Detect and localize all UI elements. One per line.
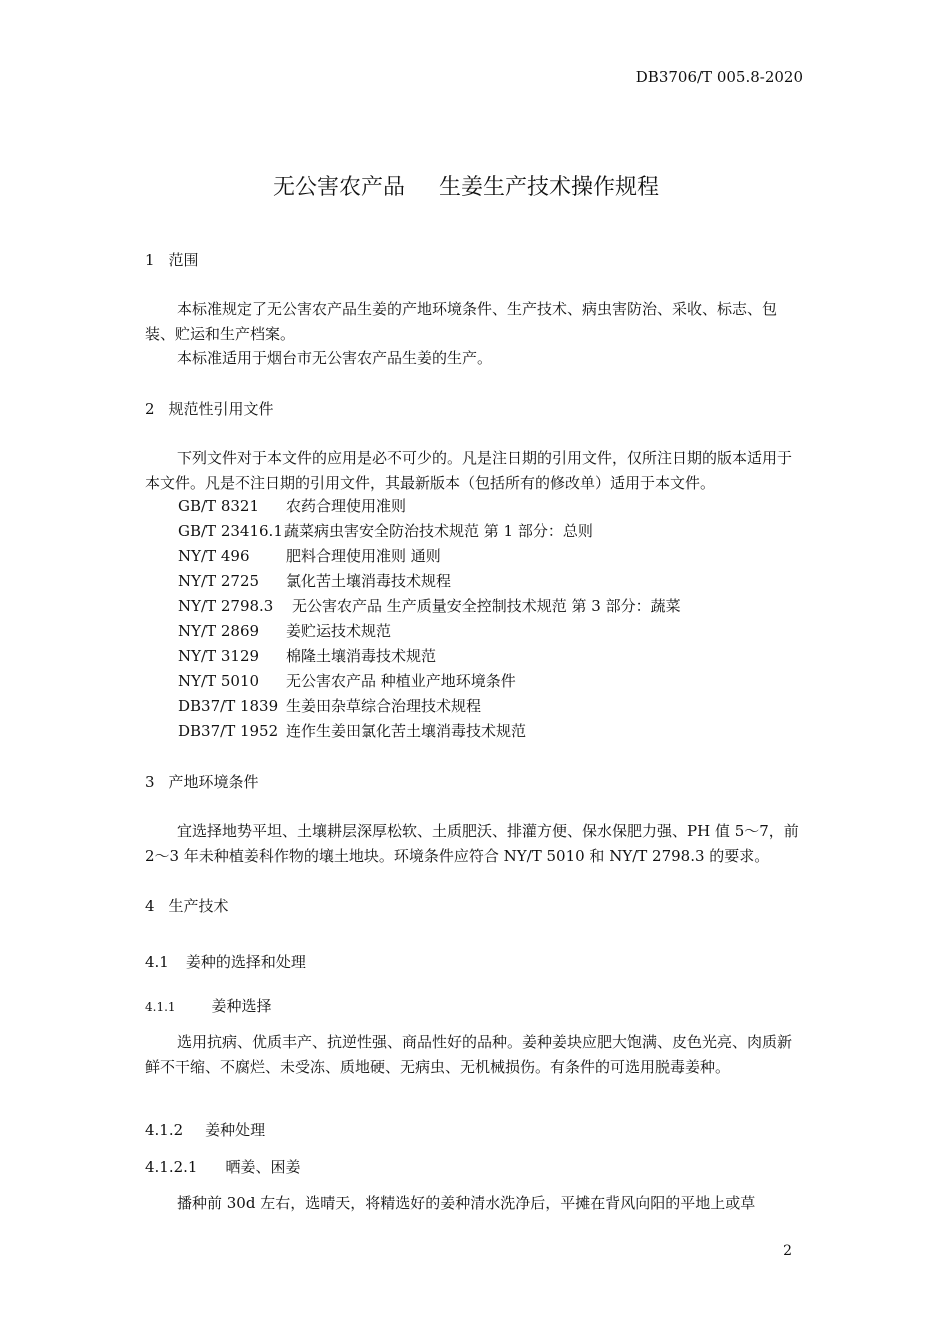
reference-code: NY/T 3129 bbox=[178, 647, 260, 665]
paragraph: 下列文件对于本文件的应用是必不可少的。凡是注日期的引用文件，仅所注日期的版本适用于本文件。凡是不注日期的引用文件，其最新版本（包括所有的修改单）适用于本文件。 bbox=[145, 449, 793, 492]
reference-title: 连作生姜田氯化苦土壤消毒技术规范 bbox=[286, 722, 527, 740]
reference-title: 姜贮运技术规范 bbox=[286, 622, 392, 640]
paragraph: 本标准规定了无公害农产品生姜的产地环境条件、生产技术、病虫害防治、采收、标志、包装、贮运和生产档案。 bbox=[145, 300, 778, 343]
reference-code: GB/T 23416.1 bbox=[178, 522, 283, 540]
page-number: 2 bbox=[783, 1243, 792, 1259]
section-3-heading bbox=[145, 771, 259, 792]
section-title: 晒姜、困姜 bbox=[225, 1158, 301, 1176]
section-number: 4.1.2.1 bbox=[145, 1158, 198, 1176]
standard-number: DB3706/T 005.8-2020 bbox=[635, 68, 803, 86]
section-number: 4 bbox=[145, 897, 155, 915]
reference-code: GB/T 8321 bbox=[178, 497, 260, 515]
reference-item bbox=[178, 720, 526, 741]
reference-item bbox=[178, 645, 436, 666]
reference-code: DB37/T 1952 bbox=[178, 722, 279, 740]
paragraph: 选用抗病、优质丰产、抗逆性强、商品性好的品种。姜种姜块应肥大饱满、皮色光亮、肉质新鲜不干缩、不腐烂、未受冻、质地硬、无病虫、无机械损伤。有条件的可选用脱毒姜种。 bbox=[145, 1033, 793, 1076]
reference-code: NY/T 5010 bbox=[178, 672, 260, 690]
title-part-1: 无公害农产品 bbox=[272, 175, 405, 200]
section-number: 1 bbox=[145, 251, 155, 269]
reference-code: NY/T 2725 bbox=[178, 572, 260, 590]
reference-code: DB37/T 1839 bbox=[178, 697, 279, 715]
section-4-heading bbox=[145, 895, 229, 916]
section-title: 生产技术 bbox=[168, 897, 229, 915]
reference-title: 农药合理使用准则 bbox=[286, 497, 407, 515]
subsection-4-1-2-heading bbox=[145, 1119, 265, 1140]
reference-code: NY/T 496 bbox=[178, 547, 250, 565]
reference-code: NY/T 2798.3 bbox=[178, 597, 274, 615]
subsection-4-1-2-1-heading bbox=[145, 1156, 301, 1177]
reference-item bbox=[178, 520, 593, 541]
reference-title: 无公害农产品 生产质量安全控制技术规范 第 3 部分：蔬菜 bbox=[292, 597, 681, 615]
section-1-heading bbox=[145, 249, 199, 270]
reference-title: 生姜田杂草综合治理技术规程 bbox=[286, 697, 482, 715]
reference-item bbox=[178, 495, 406, 516]
paragraph: 播种前 30d 左右，选晴天，将精选好的姜种清水洗净后，平摊在背风向阳的平地上或草 bbox=[177, 1194, 756, 1212]
section-number: 2 bbox=[145, 400, 155, 418]
reference-title: 肥料合理使用准则 通则 bbox=[286, 547, 441, 565]
paragraph: 宜选择地势平坦、土壤耕层深厚松软、土质肥沃、排灌方便、保水保肥力强、PH 值 5～7，前 2～3 年未种植姜科作物的壤土地块。环境条件应符合 NY/T 5010 和 NY/T 2798.3 的要求。 bbox=[145, 822, 799, 865]
section-number: 4.1 bbox=[145, 953, 169, 971]
section-2-heading bbox=[145, 398, 274, 419]
section-title: 姜种的选择和处理 bbox=[185, 953, 306, 971]
subsection-4-1-heading bbox=[145, 951, 306, 972]
reference-title: 无公害农产品 种植业产地环境条件 bbox=[286, 672, 516, 690]
reference-title: 氯化苦土壤消毒技术规程 bbox=[286, 572, 452, 590]
subsection-4-1-1-heading bbox=[145, 995, 272, 1016]
reference-code: NY/T 2869 bbox=[178, 622, 260, 640]
section-number: 4.1.1 bbox=[145, 1000, 176, 1014]
reference-item bbox=[178, 570, 451, 591]
section-title: 姜种处理 bbox=[205, 1121, 266, 1139]
reference-title: 蔬菜病虫害安全防治技术规范 第 1 部分：总则 bbox=[284, 522, 593, 540]
title-part-2: 生姜生产技术操作规程 bbox=[439, 175, 660, 200]
paragraph: 本标准适用于烟台市无公害农产品生姜的生产。 bbox=[177, 349, 493, 367]
reference-item bbox=[178, 695, 481, 716]
section-title: 产地环境条件 bbox=[168, 773, 259, 791]
document-title bbox=[0, 170, 932, 201]
section-title: 规范性引用文件 bbox=[168, 400, 274, 418]
section-title: 范围 bbox=[168, 251, 199, 269]
section-number: 4.1.2 bbox=[145, 1121, 184, 1139]
reference-item bbox=[178, 620, 391, 641]
section-number: 3 bbox=[145, 773, 155, 791]
reference-item bbox=[178, 545, 441, 566]
reference-item bbox=[178, 595, 681, 616]
section-title: 姜种选择 bbox=[211, 997, 272, 1015]
reference-item bbox=[178, 670, 516, 691]
reference-title: 棉隆土壤消毒技术规范 bbox=[286, 647, 437, 665]
